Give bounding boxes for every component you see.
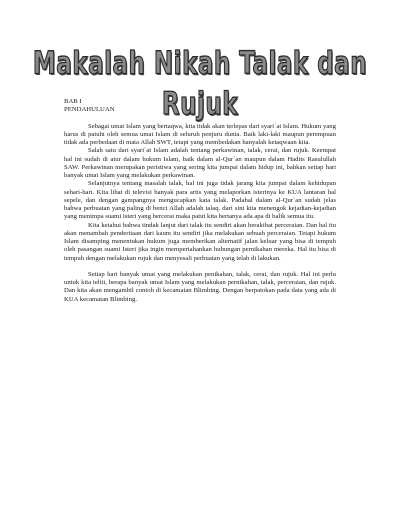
section-heading: PENDAHULUAN <box>64 106 115 114</box>
paragraph-5: Setiap hari banyak umat yang melakukan penikahan, talak, cerai, dan rujuk. Hal ini perlu untuk kita teliti, berapa banyak umat Islam yang melakukan pernikahan, talak, perceraian, dan rujuk. Dan kita akan mengambil contoh di kecamatan Blimbing. Dengan berpatokan pada data yang ada di KUA kecamatan Blimbing. <box>64 270 336 303</box>
paragraph-3: Selanjutnya tentang masalah talak, hal ini juga tidak jarang kita jumpai dalam kehidupan sehari-hari. Kita lihat di televisi banyak para artis yang melaporkan isterinya ke KUA lantaran hal sepele, dan dengan gampangnya mengucapkan kata talak. Padahal dalam al-Qur`an sudah jelas bahwa perbuatan yang paling di benci Allah adalah talaq. dari sini kita menengok kejadian-kejadian yang menimpa suami isteri yang bercerai maka patut kita bertanya ada apa di balik semua itu. <box>64 180 336 221</box>
heading-spacer <box>64 115 336 123</box>
paragraph-4: Kita ketahui bahwa tindak lanjut dari talak itu sendiri akan berakibat perceraian. Dan hal itu akan menambah penderitaan dari kaum itu sendiri jika melakukan sebuah perceraian. Tetapi hukum Islam disamping menentukan hukum juga memberikan alternatif jalan keluar yang bisa di tempuh oleh pasangan suami Isteri jika ingin mempertahankan hubungan pernikahan mereka. Hal itu bisa di tempuh dengan melakukan rujuk dan menyesali perbuatan yang telah di lakukan. <box>64 221 336 262</box>
paragraph-1: Sebagai umat Islam yang bertaqwa, kita tidak akan terlepas dari syari`at Islam. Hukum yang harus di patuhi oleh semua umat Islam di seluruh penjuru dunia. Baik laki-laki maupun perempuan tidak ada perbedaan di mata Allah SWT, tetapi yang membedakan hanyalah ketaqwaan kita. <box>64 122 336 146</box>
document-title: Makalah Nikah Talak dan Rujuk <box>32 46 368 123</box>
document-body <box>64 98 336 304</box>
chapter-heading: BAB I <box>64 98 82 105</box>
paragraph-2: Salah satu dari syari`at Islam adalah tentang perkawinan, talak, cerai, dan rujuk. Keempat hal ini sudah di atur dalam hukum Islam, baik dalam al-Qur`an maupun dalam Hadits Rasulullah SAW. Perkawinan merupakan peristiwa yang sering kita jumpai dalam hidup ini, bahkan setiap hari banyak umat Islam yang melakukan perkawinan. <box>64 147 336 179</box>
